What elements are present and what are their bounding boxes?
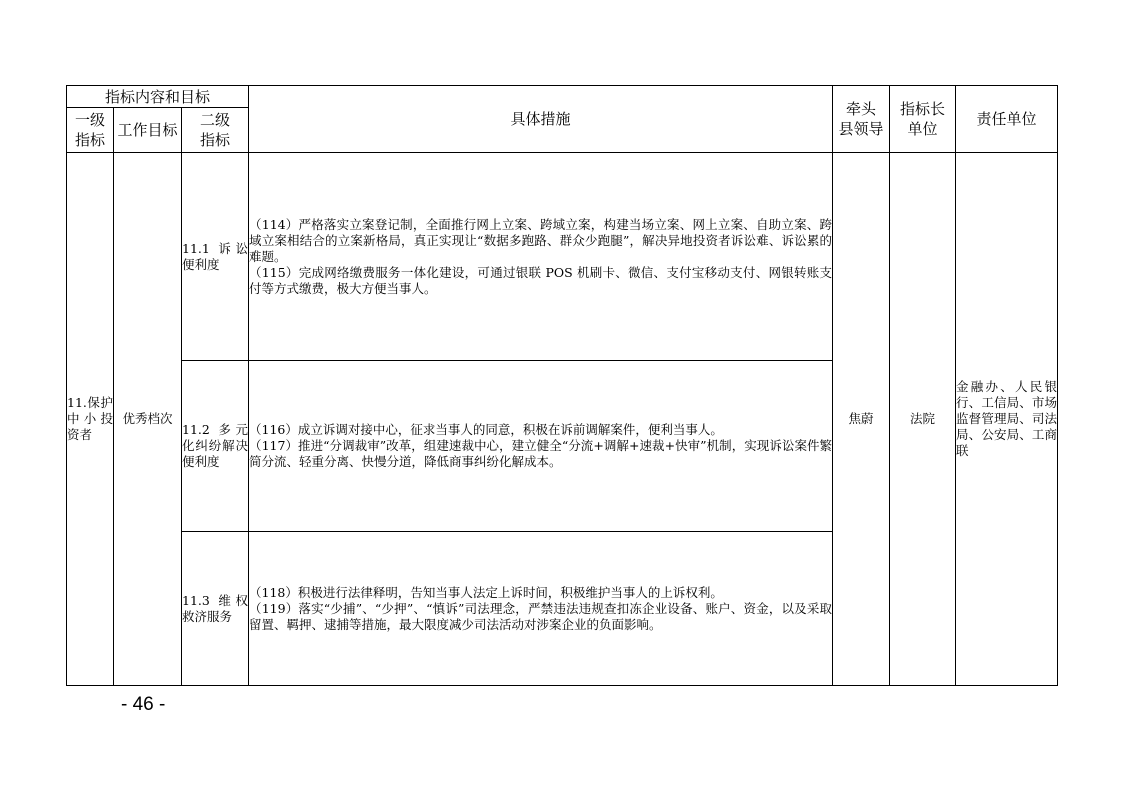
header-level1-indicator: 一级 指标 [67, 108, 114, 153]
measure-item: （118）积极进行法律释明，告知当事人法定上诉时间，积极维护当事人的上诉权利。 [249, 584, 723, 600]
header-indicator-content-and-goal: 指标内容和目标 [67, 86, 249, 108]
level2-indicator-cell: 11.3 维权救济服务 [182, 532, 249, 686]
lead-leader-cell: 焦蔚 [833, 153, 890, 686]
measures-cell [249, 361, 833, 532]
indicator-table [66, 85, 1058, 686]
header-specific-measures: 具体措施 [249, 86, 833, 153]
responsible-units-cell: 金融办、人民银行、工信局、市场监督管理局、司法局、公安局、工商联 [956, 153, 1058, 686]
measure-item: （117）推进“分调裁审”改革，组建速裁中心，建立健全“分流+调解+速裁+快审”机制，实现诉讼案件繁简分流、轻重分离、快慢分道，降低商事纠纷化解成本。 [249, 438, 833, 469]
owner-unit-cell: 法院 [890, 153, 956, 686]
measures-cell [249, 153, 833, 361]
header-work-goal: 工作目标 [114, 108, 182, 153]
level2-indicator-cell: 11.2 多元化纠纷解决便利度 [182, 361, 249, 532]
header-level2-indicator: 二级 指标 [182, 108, 249, 153]
page-number: - 46 - [121, 694, 166, 715]
measure-item: （119）落实“少捕”、“少押”、“慎诉”司法理念，严禁违法违规查扣冻企业设备、账户、资金，以及采取留置、羁押、逮捕等措施，最大限度减少司法活动对涉案企业的负面影响。 [249, 600, 833, 632]
level2-indicator-cell: 11.1 诉讼便利度 [182, 153, 249, 361]
measure-item: （116）成立诉调对接中心，征求当事人的同意，积极在诉前调解案件，便利当事人。 [249, 422, 723, 437]
measure-item: （114）严格落实立案登记制，全面推行网上立案、跨域立案，构建当场立案、网上立案、自助立案、跨域立案相结合的立案新格局，真正实现让“数据多跑路、群众少跑腿”，解决异地投资者诉讼难、诉讼累的难题。 [249, 216, 833, 264]
header-indicator-owner-unit: 指标长 单位 [890, 86, 956, 153]
header-responsible-units: 责任单位 [956, 86, 1058, 153]
level1-indicator-cell: 11.保护中小投资者 [67, 153, 114, 686]
measure-item: （115）完成网络缴费服务一体化建设，可通过银联 POS 机刷卡、微信、支付宝移动支付、网银转账支付等方式缴费，极大方便当事人。 [249, 264, 833, 296]
measures-cell [249, 532, 833, 686]
header-lead-county-leader: 牵头 县领导 [833, 86, 890, 153]
work-goal-cell: 优秀档次 [114, 153, 182, 686]
